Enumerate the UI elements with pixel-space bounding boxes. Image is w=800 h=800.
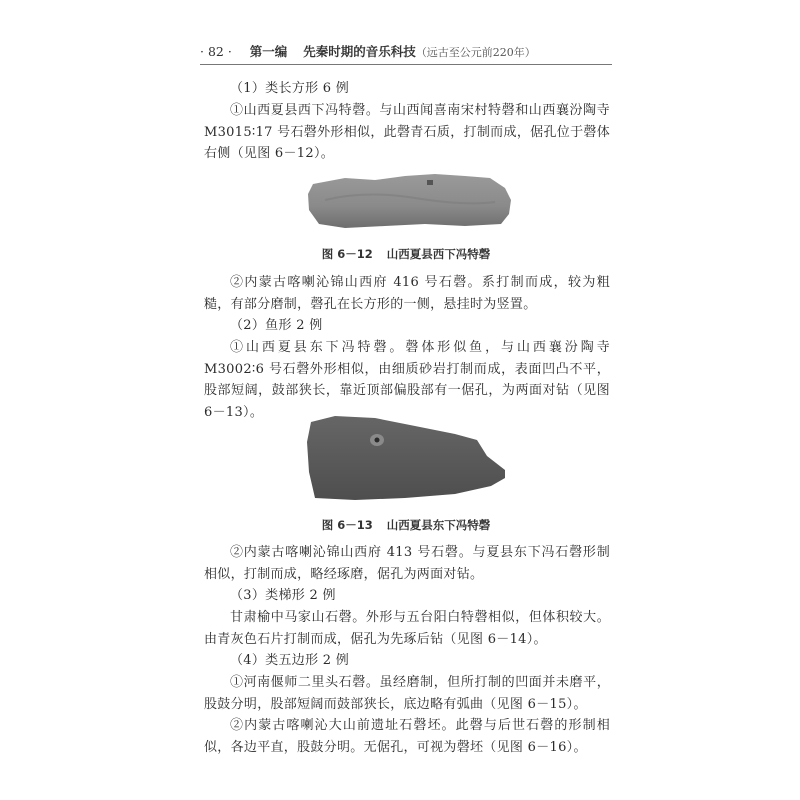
fish-shaped-chime-image: [305, 412, 515, 504]
section-heading-4: （4）类五边形 2 例: [230, 653, 350, 668]
figure-label: 图 6－12: [321, 247, 373, 261]
part-label: 第一编: [249, 44, 288, 59]
section-heading-3: （3）类梯形 2 例: [230, 588, 336, 603]
paragraph: ②内蒙古喀喇沁大山前遗址石磬坯。此磬与后世石磬的形制相似，各边平直，股鼓分明。无倨孔，可视为磬坯（见图 6－16）。: [204, 718, 610, 755]
figure-6-12-caption: [200, 246, 612, 262]
stone-chime-image: [305, 170, 515, 232]
figure-6-13-image: [305, 412, 515, 504]
section-heading-2: （2）鱼形 2 例: [230, 318, 323, 333]
running-header: [200, 42, 612, 62]
figure-label: 图 6－13: [321, 518, 373, 532]
paragraph: ①山西夏县西下冯特磬。与山西闻喜南宋村特磬和山西襄汾陶寺 M3015∶17 号石磬外形相似，此磬青石质，打制而成，倨孔位于磬体右侧（见图 6－12）。: [204, 103, 610, 161]
paragraph: ①山西夏县东下冯特磬。磬体形似鱼，与山西襄汾陶寺 M3002∶6 号石磬外形相似，由细质砂岩打制而成，表面凹凸不平，股部短阔，鼓部狭长，靠近顶部偏股部有一倨孔，为两面对钻（见图 6－13）。: [204, 340, 610, 420]
figure-caption-text: 山西夏县东下冯特磬: [386, 518, 491, 532]
paragraph: ②内蒙古喀喇沁锦山西府 413 号石磬。与夏县东下冯石磬形制相似，打制而成，略经琢磨，倨孔为两面对钻。: [204, 545, 610, 582]
chapter-title: 先秦时期的音乐科技: [303, 44, 416, 59]
paragraph: ①河南偃师二里头石磬。虽经磨制，但所打制的凹面并未磨平，股鼓分明，股部短阔而鼓部狭长，底边略有弧曲（见图 6－15）。: [204, 675, 610, 712]
paragraph: 甘肃榆中马家山石磬。外形与五台阳白特磬相似，但体积较大。由青灰色石片打制而成，倨孔为先琢后钻（见图 6－14）。: [204, 610, 610, 647]
figure-6-12-image: [305, 170, 515, 232]
header-rule: [200, 64, 612, 65]
page-number: · 82 ·: [200, 44, 232, 59]
chapter-subtitle: （远古至公元前220年）: [415, 46, 536, 59]
section-heading-1: （1）类长方形 6 例: [230, 81, 350, 96]
paragraph: ②内蒙古喀喇沁锦山西府 416 号石磬。系打制而成，较为粗糙，有部分磨制，磬孔在长方形的一侧，悬挂时为竖置。: [204, 275, 610, 312]
figure-6-13-caption: [200, 517, 612, 533]
figure-caption-text: 山西夏县西下冯特磬: [386, 247, 491, 261]
